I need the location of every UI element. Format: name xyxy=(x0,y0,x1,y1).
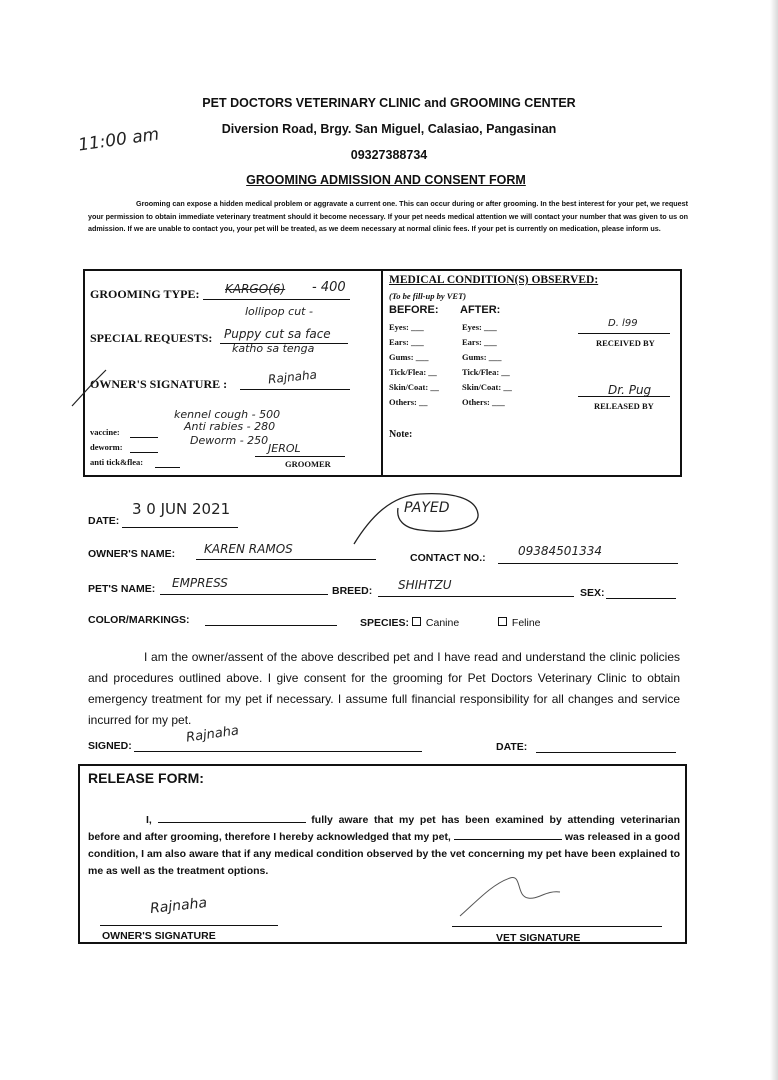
species-label: SPECIES: xyxy=(360,617,410,629)
date-line xyxy=(122,527,238,528)
date-label: DATE: xyxy=(88,515,120,527)
before-others: Others: __ xyxy=(389,397,428,407)
vaccine-line xyxy=(130,437,158,438)
groomer-line xyxy=(255,456,345,457)
extra-service-1: kennel cough - 500 xyxy=(174,408,281,421)
before-ears: Ears: ___ xyxy=(389,337,424,347)
owner-name-label: OWNER'S NAME: xyxy=(88,548,176,560)
box-divider xyxy=(381,269,383,477)
date2-line xyxy=(536,752,676,753)
before-tickflea: Tick/Flea: __ xyxy=(389,367,437,377)
grooming-type-label: GROOMING TYPE: xyxy=(90,287,200,301)
signed-value: Rajnaha xyxy=(185,723,240,746)
release-text-2: fully aware that my pet has been examined by attending veterinarian before and after grooming, therefore I hereby acknowledged that my pet, xyxy=(88,814,680,843)
pet-name-line xyxy=(160,594,328,595)
release-owner-sig-value: Rajnaha xyxy=(149,895,208,917)
released-by-line xyxy=(578,396,670,397)
owner-name-line xyxy=(196,559,376,560)
feline-label: Feline xyxy=(511,617,541,629)
grooming-type-note: lollipop cut - xyxy=(245,305,313,318)
contact-line xyxy=(498,563,678,564)
clinic-address: Diversion Road, Brgy. San Miguel, Calasiao, Pangasinan xyxy=(221,122,557,136)
extra-service-3: Deworm - 250 xyxy=(190,434,269,447)
color-label: COLOR/MARKINGS: xyxy=(88,614,190,626)
owner-signature-label: OWNER'S SIGNATURE : xyxy=(90,377,228,391)
sex-label: SEX: xyxy=(580,587,605,599)
release-vet-sig-label: VET SIGNATURE xyxy=(496,932,581,944)
date-stamp: 3 0 JUN 2021 xyxy=(132,500,231,518)
note-label: Note: xyxy=(389,429,413,440)
release-owner-sig-label: OWNER'S SIGNATURE xyxy=(102,930,216,942)
breed-value: SHIHTZU xyxy=(398,578,452,592)
feline-checkbox[interactable] xyxy=(498,617,507,626)
before-gums: Gums: ___ xyxy=(389,352,429,362)
special-requests-label: SPECIAL REQUESTS: xyxy=(90,331,213,345)
owner-signature-value: Rajnaha xyxy=(267,367,318,387)
contact-value: 09384501334 xyxy=(518,544,602,558)
released-by-value: Dr. Pug xyxy=(608,383,652,397)
intro-text: Grooming can expose a hidden medical problem or aggravate a current one. This can occur during or after grooming. In the best interest for your pet, we request your permission to obtain immediate veterinary treatment should it become necessary. If your pet needs medical attention we will contact your number that was given to us on admission. If we are unable to contact you, your pet will be treated, as we deem necessary at normal clinic fees. If your pet is currently on medication, please inform us. xyxy=(88,199,688,234)
sex-line xyxy=(606,598,676,599)
breed-label: BREED: xyxy=(332,585,373,597)
before-label: BEFORE: xyxy=(389,304,439,316)
owner-signature-line xyxy=(240,389,350,390)
grooming-type-line xyxy=(203,299,350,300)
vet-signature-scribble xyxy=(456,872,576,922)
deworm-label: deworm: xyxy=(90,442,123,452)
contact-label: CONTACT NO.: xyxy=(410,552,486,564)
grooming-type-price: - 400 xyxy=(312,280,346,295)
antitick-line xyxy=(155,467,180,468)
released-by-label: RELEASED BY xyxy=(594,401,654,411)
release-text-i: I, xyxy=(146,814,152,826)
before-skincoat: Skin/Coat: __ xyxy=(389,382,439,392)
release-text xyxy=(88,812,680,880)
release-owner-sig-line xyxy=(100,925,278,926)
after-ears: Ears: ___ xyxy=(462,337,497,347)
species-canine-option[interactable] xyxy=(412,617,459,629)
after-others: Others: ___ xyxy=(462,397,505,407)
special-requests-value-1: Puppy cut sa face xyxy=(224,327,331,341)
scan-edge-shadow xyxy=(770,0,778,1080)
release-text-3: was released in a good condition, I am also aware that if any medical condition observed by the vet concerning my pet have been explained to me as well as the treatment options. xyxy=(88,831,680,877)
handwritten-time: 11:00 am xyxy=(77,124,161,156)
form-title: GROOMING ADMISSION AND CONSENT FORM xyxy=(246,173,526,187)
antitick-label: anti tick&flea: xyxy=(90,457,144,467)
pet-name-value: EMPRESS xyxy=(172,576,228,590)
consent-text: I am the owner/assent of the above described pet and I have read and understand the clinic policies and procedures outlined above. I give consent for the grooming for Pet Doctors Veterinary Clinic to obtain emergency treatment for my pet if necessary. I assume full financial responsibility for all changes and service incurred for my pet. xyxy=(88,650,680,727)
groomer-value: JEROL xyxy=(268,442,301,455)
vaccine-label: vaccine: xyxy=(90,427,120,437)
medical-title: MEDICAL CONDITION(S) OBSERVED: xyxy=(389,274,599,286)
canine-label: Canine xyxy=(425,617,460,629)
signed-line xyxy=(134,751,422,752)
medical-subtitle: (To be fill-up by VET) xyxy=(389,291,467,301)
release-name-blank xyxy=(158,822,306,823)
after-label: AFTER: xyxy=(460,304,501,316)
received-by-label: RECEIVED BY xyxy=(596,338,655,348)
deworm-line xyxy=(130,452,158,453)
circled-note-text: PAYED xyxy=(404,500,450,516)
after-skincoat: Skin/Coat: __ xyxy=(462,382,512,392)
signed-label: SIGNED: xyxy=(88,740,132,752)
before-eyes: Eyes: ___ xyxy=(389,322,424,332)
owner-name-value: KAREN RAMOS xyxy=(204,542,293,556)
release-pet-blank xyxy=(454,839,562,840)
special-requests-value-2: katho sa tenga xyxy=(232,342,315,355)
canine-checkbox[interactable] xyxy=(412,617,421,626)
extra-service-2: Anti rabies - 280 xyxy=(184,420,276,433)
date2-label: DATE: xyxy=(496,741,528,753)
pet-name-label: PET'S NAME: xyxy=(88,583,156,595)
species-feline-option[interactable] xyxy=(498,617,541,629)
color-line xyxy=(205,625,337,626)
release-vet-sig-line xyxy=(452,926,662,927)
groomer-label: GROOMER xyxy=(285,459,331,469)
after-eyes: Eyes: ___ xyxy=(462,322,497,332)
grooming-type-struck: KARGO(6) xyxy=(225,282,286,296)
after-gums: Gums: ___ xyxy=(462,352,502,362)
after-tickflea: Tick/Flea: __ xyxy=(462,367,510,377)
clinic-name: PET DOCTORS VETERINARY CLINIC and GROOMING CENTER xyxy=(202,96,576,110)
received-by-line xyxy=(578,333,670,334)
clinic-phone: 09327388734 xyxy=(350,148,428,162)
release-title: RELEASE FORM: xyxy=(88,770,204,786)
check-mark-icon xyxy=(70,368,110,408)
received-by-value: D. l99 xyxy=(608,318,638,329)
breed-line xyxy=(378,596,574,597)
